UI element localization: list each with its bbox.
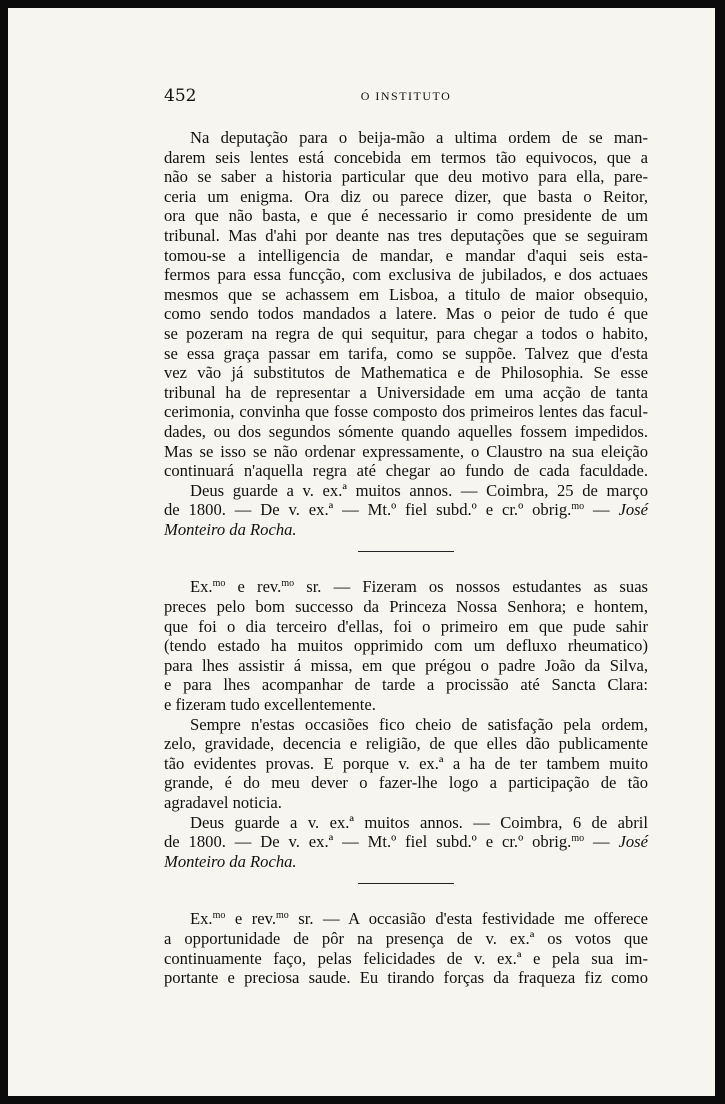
text-line: cerimonia, convinha que fosse composto dos primeiros lentes das facul-	[164, 402, 648, 422]
letter-2	[164, 577, 648, 871]
text-line: se pozeram na regra de qui sequitur, para chegar a todos o habito,	[164, 323, 648, 343]
text-line: Na deputação para o beija-mão a ultima ordem de se man-	[190, 128, 648, 147]
section-divider	[358, 883, 454, 884]
text-line: tribunal. Mas d'ahi por deante nas tres deputações que se seguiram	[164, 225, 648, 245]
letter-1	[164, 128, 648, 539]
text-line: continuará n'aquella regra até chegar ao fundo de cada faculdade.	[164, 461, 648, 481]
page	[8, 8, 715, 1096]
text-line: tomou-se a intelligencia de mandar, e mandar d'aqui seis esta-	[164, 245, 648, 265]
text-line: e fizeram tudo excellentemente.	[164, 695, 376, 715]
text-line: (tendo estado ha muitos opprimido com um defluxo rheumatico)	[164, 636, 648, 656]
closing-text: de 1800. — De v. ex.ª — Mt.º fiel subd.º e cr.º obrig.$^{mo}$ —	[164, 832, 610, 852]
text-line: Ex.$^{mo}$ e rev.$^{mo}$ sr. — A occasião d'esta festividade me offerece	[190, 909, 649, 929]
text-line: vez vão já substitutos de Mathematica e de Philosophia. Se esse	[164, 363, 648, 383]
closing-line: Deus guarde a v. ex.ª muitos annos. — Coimbra, 6 de abril	[190, 812, 648, 832]
signature: Monteiro da Rocha.	[164, 851, 297, 871]
text-line: zelo, gravidade, decencia e religião, de que elles dão publicamente	[164, 734, 648, 754]
text-line: e para lhes acompanhar de tarde a procissão até Sancta Clara:	[164, 675, 648, 695]
text-line: ora que não basta, e que é necessario ir como presidente de um	[164, 206, 648, 226]
text-line: não se saber a historia particular que deu motivo para ella, pare-	[164, 167, 648, 187]
closing-line	[164, 500, 648, 520]
closing-text: de 1800. — De v. ex.ª — Mt.º fiel subd.º e cr.º obrig.$^{mo}$ —	[164, 500, 610, 520]
text-line: Sempre n'estas occasiões fico cheio de satisfação pela ordem,	[190, 714, 648, 734]
text-line: mesmos que se achassem em Lisboa, a titulo de maior obsequio,	[164, 284, 648, 304]
text-line: Ex.$^{mo}$ e rev.$^{mo}$ sr. — Fizeram os nossos estudantes as suas	[190, 577, 649, 597]
text-line: continuamente faço, pelas felicidades de v. ex.ª e pela sua im-	[164, 948, 648, 968]
page-header	[164, 86, 648, 108]
text-line: darem seis lentes está concebida em termos tão equivocos, que a	[164, 147, 648, 167]
letter-3	[164, 909, 648, 987]
section-divider	[358, 551, 454, 552]
text-line: para lhes assistir á missa, em que prégou o padre João da Silva,	[164, 655, 648, 675]
text-line: agradavel noticia.	[164, 793, 282, 812]
signature-first-name: José	[618, 832, 648, 852]
closing-line	[164, 832, 648, 852]
text-line: a opportunidade de pôr na presença de v. ex.ª os votos que	[164, 928, 648, 948]
text-line: que foi o dia terceiro d'ellas, foi o primeiro em que pude sahir	[164, 616, 648, 636]
text-line: grande, é do meu dever o fazer-lhe logo a participação de tão	[164, 773, 648, 793]
closing-line: Deus guarde a v. ex.ª muitos annos. — Coimbra, 25 de março	[190, 480, 648, 500]
text-line: tão evidentes provas. E porque v. ex.ª a ha de ter tambem muito	[164, 753, 648, 773]
text-line: Mas se isso se não ordenar expressamente, o Claustro na sua eleição	[164, 441, 648, 461]
text-line: fermos para essa funcção, com exclusiva de jubilados, e dos actuaes	[164, 265, 648, 285]
signature-first-name: José	[618, 500, 648, 520]
page-number: 452	[164, 86, 197, 106]
text-line: como sendo todos mandados a latere. Mas o peior de tudo é que	[164, 304, 648, 324]
signature: Monteiro da Rocha.	[164, 519, 297, 539]
page-body	[164, 128, 648, 988]
text-line: tribunal ha de representar a Universidade em uma acção de tanta	[164, 382, 648, 402]
text-line: se essa graça passar em tarifa, como se suppõe. Talvez que d'esta	[164, 343, 648, 363]
text-line: ceria um enigma. Ora diz ou parece dizer, que basta o Reitor,	[164, 186, 648, 206]
running-head: O INSTITUTO	[360, 89, 452, 103]
text-line: portante e preciosa saude. Eu tirando forças da fraqueza fiz como	[164, 968, 648, 988]
text-line: dades, ou dos segundos sómente quando aquelles fossem impedidos.	[164, 421, 648, 441]
text-line: preces pelo bom successo da Princeza Nossa Senhora; e hontem,	[164, 597, 648, 617]
